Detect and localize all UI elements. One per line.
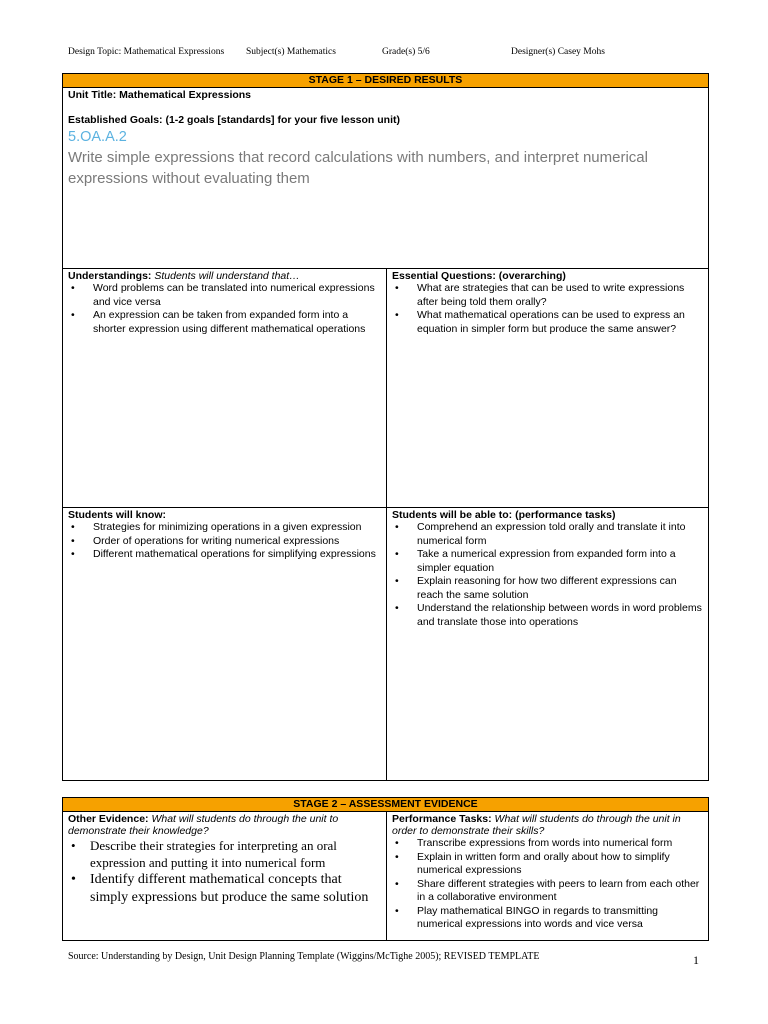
list-item: • Order of operations for writing numerical expressions xyxy=(68,535,381,549)
list-item: • An expression can be taken from expanded form into a shorter expression using different mathematical operations xyxy=(68,309,381,336)
list-item: • Take a numerical expression from expanded form into a simpler equation xyxy=(392,548,703,575)
other-evidence-list xyxy=(68,837,381,907)
students-able-list xyxy=(392,521,703,629)
other-evidence-cell xyxy=(63,812,387,941)
stage1-table xyxy=(62,73,709,781)
list-item: • Comprehend an expression told orally and translate it into numerical form xyxy=(392,521,703,548)
performance-tasks-list xyxy=(392,837,703,932)
list-item: • Explain in written form and orally about how to simplify numerical expressions xyxy=(392,851,703,878)
list-item: • Transcribe expressions from words into numerical form xyxy=(392,837,703,851)
stage1-title: STAGE 1 – DESIRED RESULTS xyxy=(63,74,709,88)
list-item: • Identify different mathematical concepts that simply expressions but produce the same solution xyxy=(68,871,381,907)
source-footer: Source: Understanding by Design, Unit Design Planning Template (Wiggins/McTighe 2005); REVISED TEMPLATE xyxy=(68,951,540,962)
essential-questions-list xyxy=(392,282,703,336)
students-know-cell xyxy=(63,508,387,781)
performance-tasks-prompt: What will students do through the unit in order to demonstrate their skills? xyxy=(392,813,681,837)
list-item: • Different mathematical operations for simplifying expressions xyxy=(68,548,381,562)
standard-text: Write simple expressions that record calculations with numbers, and interpret numerical expressions without evaluating them xyxy=(68,149,648,187)
list-item: • Understand the relationship between words in word problems and translate those into operations xyxy=(392,602,703,629)
list-item: • Describe their strategies for interpreting an oral expression and putting it into numerical form xyxy=(68,837,381,871)
students-able-label: Students will be able to: (performance tasks) xyxy=(392,509,616,521)
list-item: • What are strategies that can be used to write expressions after being told them orally? xyxy=(392,282,703,309)
list-item: • What mathematical operations can be used to express an equation in simpler form but produce the same answer? xyxy=(392,309,703,336)
essential-questions-cell xyxy=(387,269,709,508)
understandings-cell xyxy=(63,269,387,508)
list-item: • Share different strategies with peers to learn from each other in a collaborative environment xyxy=(392,878,703,905)
students-able-cell xyxy=(387,508,709,781)
students-know-label: Students will know: xyxy=(68,509,167,521)
list-item: • Play mathematical BINGO in regards to transmitting numerical expressions into words and vice versa xyxy=(392,905,703,932)
performance-tasks-label: Performance Tasks: xyxy=(392,813,492,825)
goals-label: Established Goals: (1-2 goals [standards] for your five lesson unit) xyxy=(68,114,400,126)
students-know-list xyxy=(68,521,381,562)
list-item: • Word problems can be translated into numerical expressions and vice versa xyxy=(68,282,381,309)
stage2-title: STAGE 2 – ASSESSMENT EVIDENCE xyxy=(63,798,709,812)
list-item: • Strategies for minimizing operations in a given expression xyxy=(68,521,381,535)
designers: Designer(s) Casey Mohs xyxy=(511,47,605,57)
unit-title: Unit Title: Mathematical Expressions xyxy=(68,89,252,101)
understandings-label: Understandings: xyxy=(68,270,152,282)
standard-code: 5.OA.A.2 xyxy=(68,129,127,145)
essential-questions-label: Essential Questions: (overarching) xyxy=(392,270,566,282)
stage2-table xyxy=(62,797,709,941)
understandings-list xyxy=(68,282,381,336)
unit-goals-cell xyxy=(63,88,709,269)
performance-tasks-cell xyxy=(387,812,709,941)
grades: Grade(s) 5/6 xyxy=(382,47,430,57)
other-evidence-prompt: What will students do through the unit to demonstrate their knowledge? xyxy=(68,813,339,837)
page-number: 1 xyxy=(693,953,699,967)
subjects: Subject(s) Mathematics xyxy=(246,47,336,57)
understandings-prompt: Students will understand that… xyxy=(154,270,300,282)
other-evidence-label: Other Evidence: xyxy=(68,813,149,825)
list-item: • Explain reasoning for how two different expressions can reach the same solution xyxy=(392,575,703,602)
design-topic: Design Topic: Mathematical Expressions xyxy=(68,47,225,57)
